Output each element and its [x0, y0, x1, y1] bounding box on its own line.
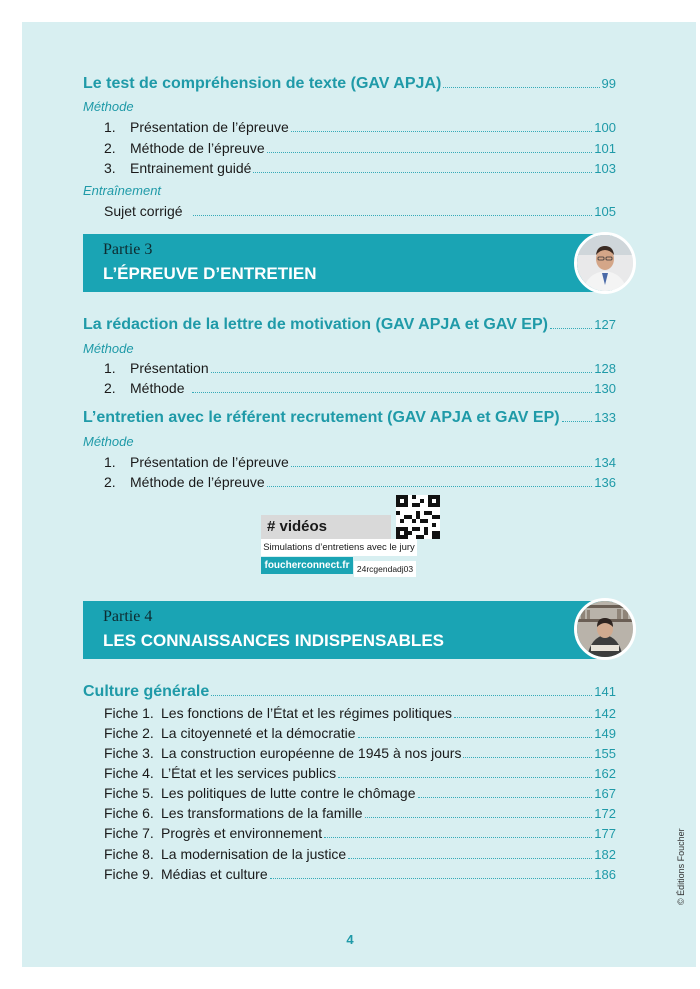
toc-page-number: 172 [594, 806, 616, 821]
toc-entry-label: Les politiques de lutte contre le chômage [161, 785, 416, 801]
toc-page-number: 105 [594, 204, 616, 219]
toc-entry[interactable] [104, 454, 616, 470]
toc-heading-lettre-motivation[interactable] [83, 316, 616, 334]
toc-entry-label: La citoyenneté et la démocratie [161, 725, 356, 741]
toc-fiche-entry[interactable] [104, 705, 616, 721]
partie-3-banner [83, 234, 613, 292]
toc-page-number: 101 [594, 141, 616, 156]
leader-dots [270, 878, 593, 879]
toc-entry-number: Fiche 6. [104, 805, 154, 821]
toc-entry-label: Méthode de l’épreuve [130, 140, 265, 156]
toc-heading-title: L’entretien avec le référent recrutement (GAV APJA et GAV EP) [83, 409, 560, 426]
video-subtitle: Simulations d’entretiens avec le jury [261, 539, 417, 556]
toc-page-number: 141 [594, 684, 616, 699]
qr-code-icon[interactable] [396, 495, 440, 539]
leader-dots [291, 131, 593, 132]
partie-title: L’ÉPREUVE D’ENTRETIEN [103, 264, 317, 283]
toc-page-number: 127 [594, 317, 616, 332]
toc-page-number: 142 [594, 706, 616, 721]
toc-entry-number: 1. [104, 360, 116, 376]
methode-label: Méthode [83, 341, 134, 356]
toc-page-number: 162 [594, 766, 616, 781]
toc-entry-number: Fiche 5. [104, 785, 154, 801]
toc-page-number: 177 [594, 826, 616, 841]
leader-dots [454, 717, 592, 718]
toc-entry[interactable] [104, 140, 616, 156]
toc-fiche-entry[interactable] [104, 846, 616, 862]
methode-label: Méthode [83, 434, 134, 449]
toc-entry-label: Progrès et environnement [161, 825, 323, 841]
toc-page-number: 155 [594, 746, 616, 761]
toc-page-number: 167 [594, 786, 616, 801]
toc-page-number: 99 [601, 76, 616, 91]
toc-entry-number: Fiche 9. [104, 866, 154, 882]
leader-dots [443, 87, 599, 88]
video-access-code: 24rcgendadj03 [354, 561, 416, 577]
toc-page-number: 100 [594, 120, 616, 135]
toc-page-number: 130 [594, 381, 616, 396]
toc-heading-comprehension[interactable] [83, 75, 616, 93]
toc-entry[interactable] [104, 360, 616, 376]
leader-dots [562, 421, 593, 422]
toc-entry-label: Les transformations de la famille [161, 805, 363, 821]
partie-title: LES CONNAISSANCES INDISPENSABLES [103, 631, 444, 650]
toc-entry-label: Présentation de l’épreuve [130, 119, 289, 135]
toc-entry-number: Fiche 4. [104, 765, 154, 781]
toc-entry-label: Médias et culture [161, 866, 268, 882]
partie-4-banner [83, 601, 613, 659]
partie-label: Partie 3 [103, 241, 153, 258]
leader-dots [291, 466, 593, 467]
leader-dots [192, 392, 592, 393]
leader-dots [211, 695, 592, 696]
video-tag: # vidéos [267, 518, 328, 535]
toc-heading-entretien-referent[interactable] [83, 409, 616, 427]
page-number: 4 [346, 932, 354, 947]
leader-dots [418, 797, 593, 798]
toc-fiche-entry[interactable] [104, 805, 616, 821]
toc-entry-number: 2. [104, 140, 116, 156]
toc-entry-label: La construction européenne de 1945 à nos jours [161, 745, 462, 761]
toc-entry-label: L’État et les services publics [161, 765, 337, 781]
toc-heading-culture-generale[interactable] [83, 683, 616, 701]
toc-entry[interactable] [104, 119, 616, 135]
entrainement-label: Entraînement [83, 183, 162, 198]
leader-dots [267, 152, 593, 153]
toc-entry[interactable] [104, 380, 616, 396]
toc-entry-number: Fiche 3. [104, 745, 154, 761]
toc-entry-number: Fiche 7. [104, 825, 154, 841]
leader-dots [267, 486, 593, 487]
toc-page-number: 134 [594, 455, 616, 470]
toc-fiche-entry[interactable] [104, 745, 616, 761]
leader-dots [348, 858, 592, 859]
toc-entry[interactable] [104, 474, 616, 490]
leader-dots [463, 757, 592, 758]
toc-fiche-entry[interactable] [104, 866, 616, 882]
leader-dots [253, 172, 592, 173]
toc-fiche-entry[interactable] [104, 765, 616, 781]
toc-page-number: 182 [594, 847, 616, 862]
toc-entry-label: La modernisation de la justice [161, 846, 347, 862]
leader-dots [211, 372, 593, 373]
toc-entry-number: 1. [104, 119, 116, 135]
toc-entry-number: 1. [104, 454, 116, 470]
toc-page-number: 128 [594, 361, 616, 376]
toc-entry-label: Méthode [130, 380, 185, 396]
toc-entry-number: 2. [104, 474, 116, 490]
leader-dots [550, 328, 592, 329]
toc-entry-label: Méthode de l’épreuve [130, 474, 265, 490]
toc-entry-label: Entrainement guidé [130, 160, 252, 176]
toc-heading-title: La rédaction de la lettre de motivation (GAV APJA et GAV EP) [83, 316, 548, 333]
toc-page-number: 133 [594, 410, 616, 425]
toc-entry-label: Présentation de l’épreuve [130, 454, 289, 470]
toc-entry[interactable] [104, 160, 616, 176]
leader-dots [193, 215, 593, 216]
toc-page-number: 149 [594, 726, 616, 741]
toc-page-number: 103 [594, 161, 616, 176]
leader-dots [324, 837, 592, 838]
toc-fiche-entry[interactable] [104, 725, 616, 741]
leader-dots [358, 737, 593, 738]
toc-entry-number: 2. [104, 380, 116, 396]
student-library-photo [574, 598, 636, 660]
toc-entry-label: Les fonctions de l’État et les régimes politiques [161, 705, 453, 721]
toc-entry[interactable] [104, 203, 616, 219]
copyright-notice: © Éditions Foucher [676, 828, 686, 905]
video-url-link[interactable]: foucherconnect.fr [261, 557, 353, 574]
toc-entry-number: Fiche 2. [104, 725, 154, 741]
toc-fiche-entry[interactable] [104, 825, 616, 841]
toc-entry-number: 3. [104, 160, 116, 176]
toc-fiche-entry[interactable] [104, 785, 616, 801]
leader-dots [338, 777, 592, 778]
toc-page-number: 136 [594, 475, 616, 490]
toc-entry-number: Fiche 1. [104, 705, 154, 721]
leader-dots [365, 817, 593, 818]
methode-label: Méthode [83, 99, 134, 114]
partie-label: Partie 4 [103, 608, 153, 625]
toc-entry-label: Présentation [130, 360, 209, 376]
toc-page-number: 186 [594, 867, 616, 882]
video-link-box[interactable] [261, 515, 417, 577]
toc-heading-title: Culture générale [83, 683, 210, 700]
toc-entry-label: Sujet corrigé [104, 203, 183, 219]
toc-entry-number: Fiche 8. [104, 846, 154, 862]
toc-heading-title: Le test de compréhension de texte (GAV APJA) [83, 75, 442, 92]
man-portrait-photo [574, 232, 636, 294]
video-tag-bar [261, 515, 391, 539]
